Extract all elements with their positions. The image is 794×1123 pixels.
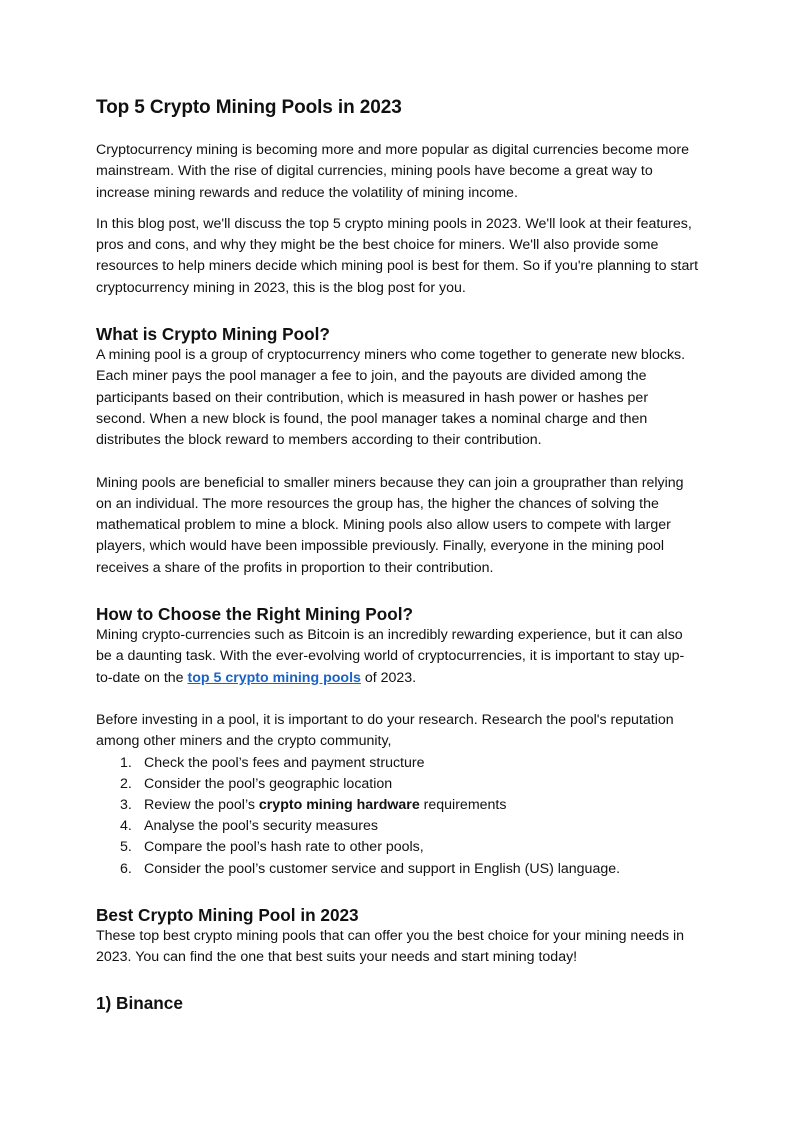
list-number: 3. <box>120 796 132 813</box>
heading-what-is-mining-pool: What is Crypto Mining Pool? <box>96 324 330 345</box>
list-number: 5. <box>120 839 132 856</box>
list-item <box>96 795 700 816</box>
what-paragraph-1: A mining pool is a group of cryptocurrency miners who come together to generate new blocks. Each miner pays the pool manager a fee to join, and the payouts are divided among the participants based on their contribution, which is measured in hash power or hashes per second. When a new block is found, the pool manager takes a nominal charge and then distributes the block reward to members according to their contribution. <box>96 347 686 449</box>
intro-paragraph-1: Cryptocurrency mining is becoming more and more popular as digital currencies become more mainstream. With the rise of digital currencies, mining pools have become a great way to increase mining rewards and reduce the volatility of mining income. <box>96 142 689 201</box>
list-number: 6. <box>120 860 132 877</box>
best-paragraph-1: These top best crypto mining pools that can offer you the best choice for your mining needs in 2023. You can find the one that best suits your needs and start mining today! <box>96 927 685 966</box>
list-item <box>96 859 700 880</box>
list-number: 2. <box>120 775 132 792</box>
choose-text-after-link: of 2023. <box>360 669 417 686</box>
choose-text-before-link: Mining crypto-currencies such as Bitcoin is an incredibly rewarding experience, but it can also be a daunting task. With the ever-evolving world of cryptocurrencies, it is important to stay up-to-date on the <box>96 627 685 686</box>
list-number: 4. <box>120 818 132 835</box>
heading-binance: 1) Binance <box>96 993 183 1014</box>
list-item-text: Check the pool’s fees and payment structure <box>144 754 425 771</box>
heading-best-mining-pool: Best Crypto Mining Pool in 2023 <box>96 904 359 925</box>
choose-paragraph-2: Before investing in a pool, it is important to do your research. Research the pool's reputation among other miners and the crypto community, <box>96 711 674 750</box>
heading-how-to-choose: How to Choose the Right Mining Pool? <box>96 604 413 625</box>
checklist <box>96 753 700 880</box>
list-item-text: Consider the pool’s geographic location <box>144 775 393 792</box>
list-number: 1. <box>120 754 132 771</box>
list-item-text: Compare the pool’s hash rate to other pools, <box>144 839 424 856</box>
list-item-text: Consider the pool’s customer service and support in English (US) language. <box>144 860 621 877</box>
what-paragraph-2: Mining pools are beneficial to smaller miners because they can join a grouprather than relying on an individual. The more resources the group has, the higher the chances of solving the mathematical problem to mine a block. Mining pools also allow users to compete with larger players, which would have been impossible previously. Finally, everyone in the mining pool receives a share of the profits in proportion to their contribution. <box>96 474 684 576</box>
intro-paragraph-2: In this blog post, we'll discuss the top 5 crypto mining pools in 2023. We'll look at their features, pros and cons, and why they might be the best choice for miners. We'll also provide some resources to help miners decide which mining pool is best for them. So if you're planning to start cryptocurrency mining in 2023, this is the blog post for you. <box>96 215 699 296</box>
list-item-bold-text: crypto mining hardware <box>258 796 420 813</box>
list-item <box>96 816 700 837</box>
list-item-text: Analyse the pool’s security measures <box>144 818 378 835</box>
list-item-text: Review the pool’s <box>144 796 259 813</box>
page-title: Top 5 Crypto Mining Pools in 2023 <box>96 97 402 118</box>
choose-paragraph-1 <box>96 625 700 689</box>
list-item <box>96 837 700 858</box>
list-item <box>96 753 700 774</box>
list-item <box>96 774 700 795</box>
list-item-text-end: requirements <box>419 796 507 813</box>
document-page <box>96 96 700 1014</box>
top-5-mining-pools-link[interactable]: top 5 crypto mining pools <box>187 669 361 686</box>
